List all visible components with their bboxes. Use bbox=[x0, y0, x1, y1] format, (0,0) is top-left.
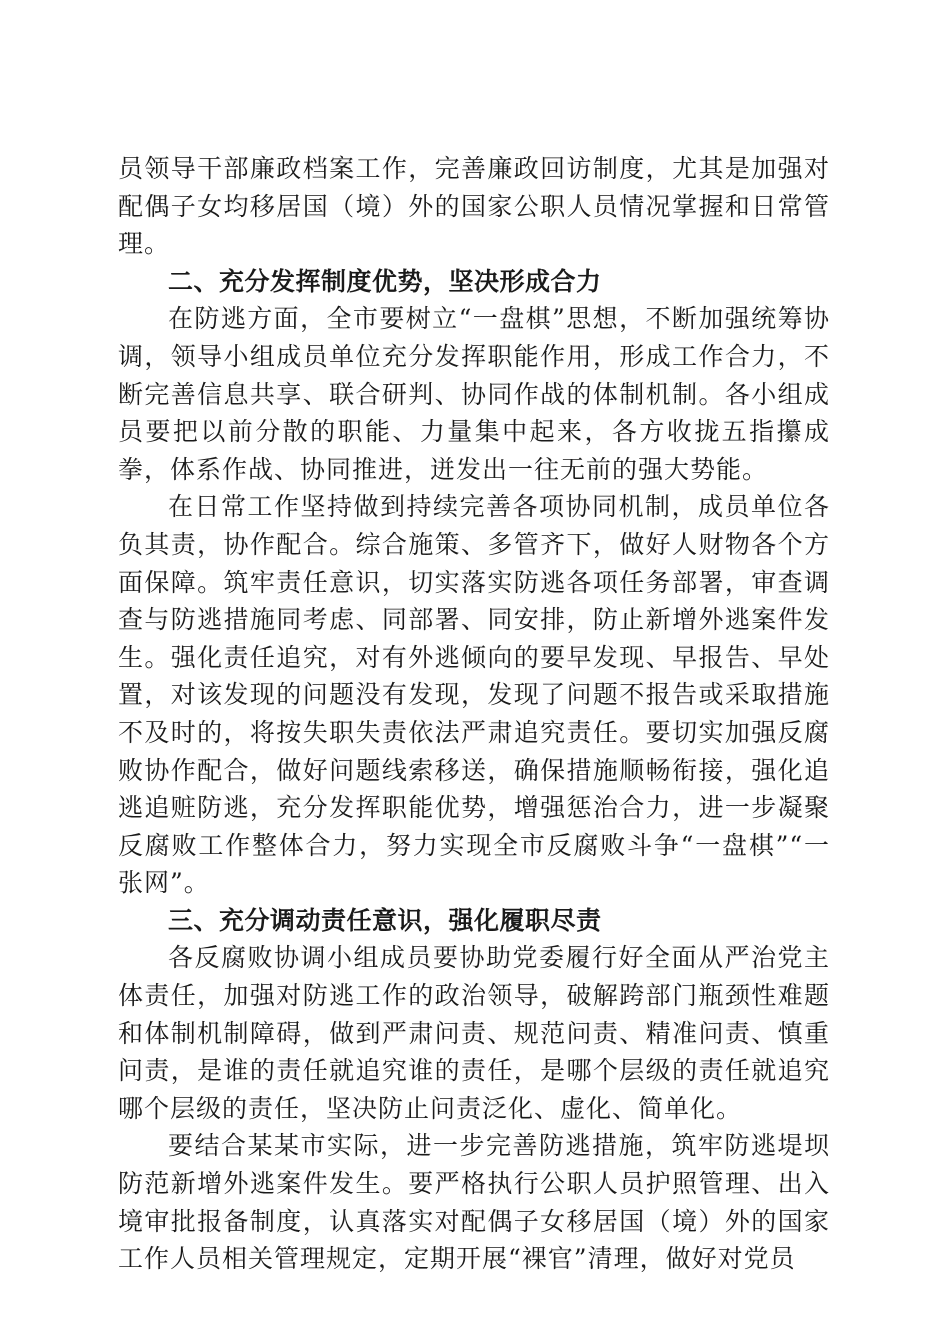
paragraph: 在日常工作坚持做到持续完善各项协同机制，成员单位各负其责，协作配合。综合施策、多管齐下，做好人财物各个方面保障。筑牢责任意识，切实落实防逃各项任务部署，审查调查与防逃措施同考虑、同部署、同安排，防止新增外逃案件发生。强化责任追究，对有外逃倾向的要早发现、早报告、早处置，对该发现的问题没有发现，发现了问题不报告或采取措施不及时的，将按失职失责依法严肃追究责任。要切实加强反腐败协作配合，做好问题线索移送，确保措施顺畅衔接，强化追逃追赃防逃，充分发挥职能优势，增强惩治合力，进一步凝聚反腐败工作整体合力，努力实现全市反腐败斗争“一盘棋”“一张网”。 bbox=[118, 492, 830, 898]
section-heading-three: 三、充分调动责任意识，强化履职尽责 bbox=[168, 905, 602, 935]
paragraph: 在防逃方面，全市要树立“一盘棋”思想，不断加强统筹协调，领导小组成员单位充分发挥职能作用，形成工作合力，不断完善信息共享、联合研判、协同作战的体制机制。各小组成员要把以前分散的职能、力量集中起来，各方收拢五指攥成拳，体系作战、协同推进，迸发出一往无前的强大势能。 bbox=[118, 304, 830, 484]
section-heading-two: 二、充分发挥制度优势，坚决形成合力 bbox=[168, 266, 602, 296]
document-body bbox=[118, 150, 830, 1278]
paragraph: 要结合某某市实际，进一步完善防逃措施，筑牢防逃堤坝防范新增外逃案件发生。要严格执行公职人员护照管理、出入境审批报备制度，认真落实对配偶子女移居国（境）外的国家工作人员相关管理规定，定期开展“裸官”清理，做好对党员 bbox=[118, 1131, 830, 1274]
paragraph-continued: 员领导干部廉政档案工作，完善廉政回访制度，尤其是加强对配偶子女均移居国（境）外的国家公职人员情况掌握和日常管理。 bbox=[118, 154, 830, 259]
paragraph: 各反腐败协调小组成员要协助党委履行好全面从严治党主体责任，加强对防逃工作的政治领导，破解跨部门瓶颈性难题和体制机制障碍，做到严肃问责、规范问责、精准问责、慎重问责，是谁的责任就追究谁的责任，是哪个层级的责任就追究哪个层级的责任，坚决防止问责泛化、虚化、简单化。 bbox=[118, 943, 830, 1123]
